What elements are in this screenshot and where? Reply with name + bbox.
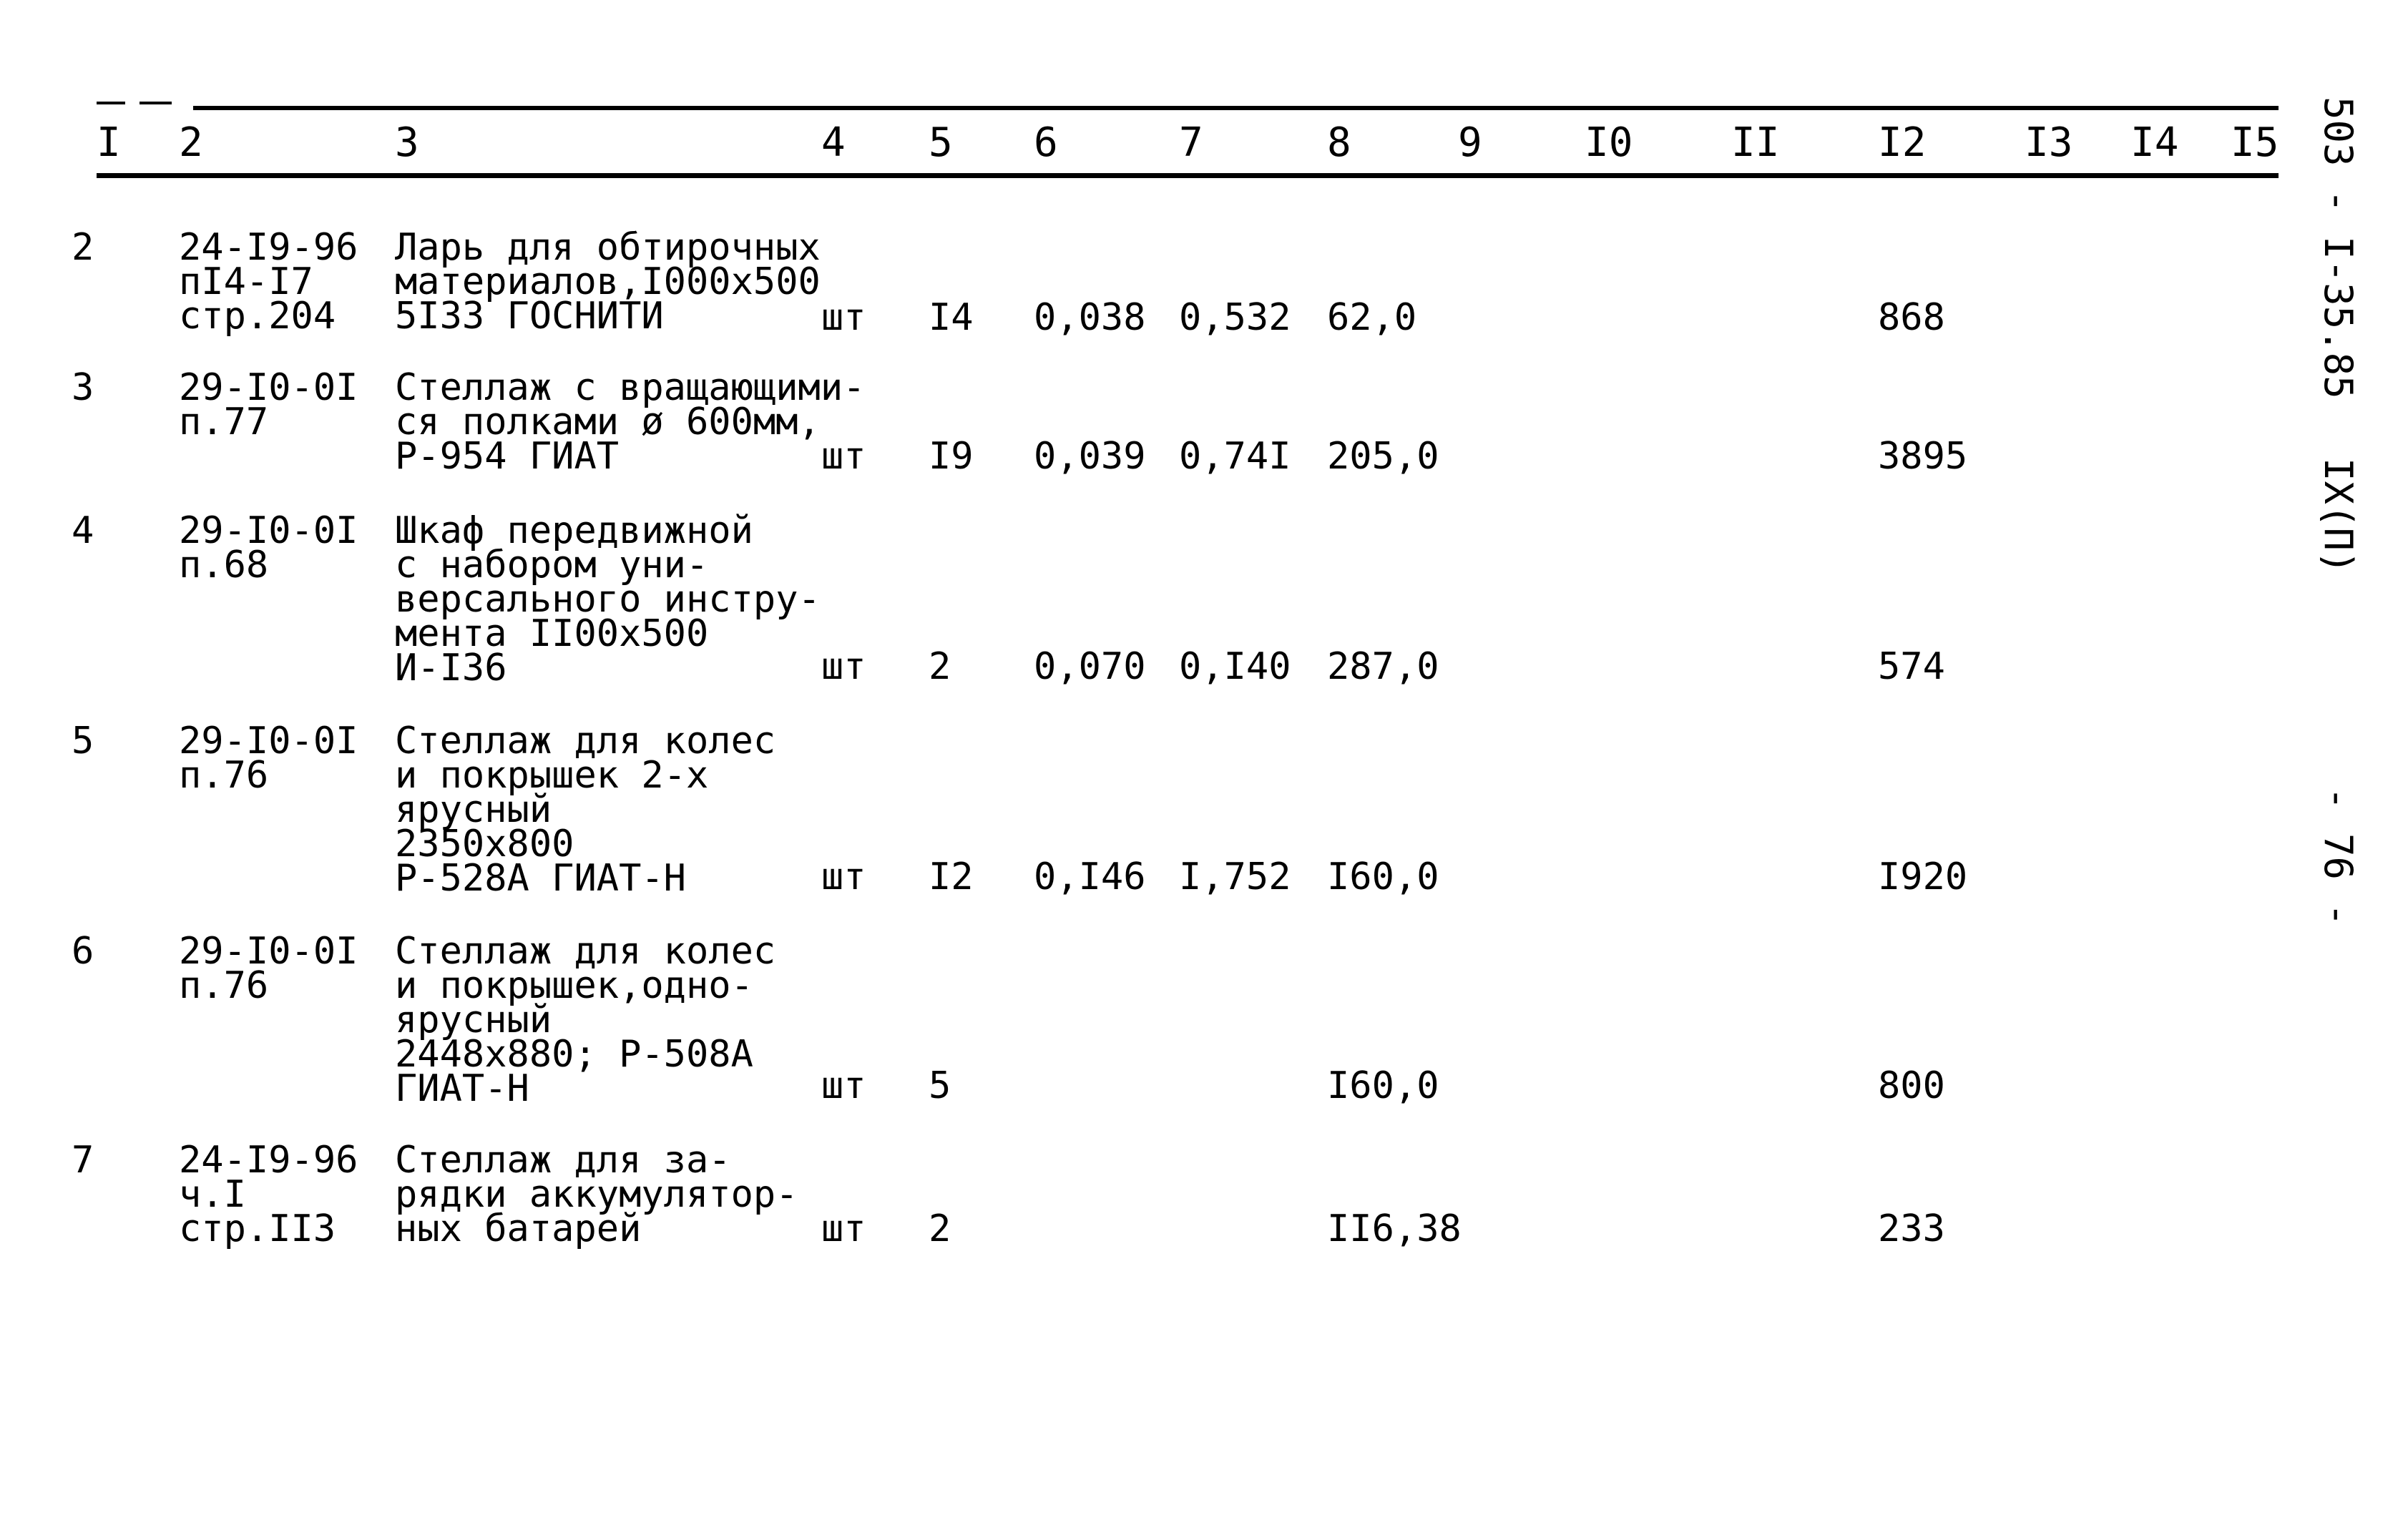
description-line: версального инстру- bbox=[395, 578, 821, 621]
header-top-rule bbox=[193, 106, 2279, 110]
col-header-9: 9 bbox=[1458, 119, 1482, 166]
reference-line: п.68 bbox=[179, 544, 269, 587]
header-bottom-rule bbox=[97, 173, 2279, 178]
unit: шт bbox=[821, 1064, 866, 1107]
description-line: Р-528А ГИАТ-Н bbox=[395, 857, 686, 900]
col-header-1: I bbox=[97, 119, 121, 166]
document-code: 503 - I-35.85 bbox=[2316, 97, 2361, 399]
quantity: 5 bbox=[929, 1064, 951, 1107]
description-line: Стеллаж для колес bbox=[395, 720, 776, 763]
col7-value: I,752 bbox=[1179, 855, 1291, 898]
reference-code bbox=[179, 1139, 358, 1250]
col12-value: 868 bbox=[1878, 296, 1945, 339]
col-header-2: 2 bbox=[179, 119, 203, 166]
col7-value: 0,74I bbox=[1179, 435, 1291, 478]
col6-value: 0,038 bbox=[1034, 296, 1146, 339]
description-line: мента II00х500 bbox=[395, 612, 709, 655]
description-line: ГИАТ-Н bbox=[395, 1067, 529, 1110]
col-header-4: 4 bbox=[821, 119, 846, 166]
col-header-8: 8 bbox=[1327, 119, 1351, 166]
header-dash-left bbox=[97, 102, 125, 104]
description-line: ных батарей bbox=[395, 1207, 642, 1250]
reference-line: п.76 bbox=[179, 754, 269, 797]
col6-value: 0,070 bbox=[1034, 645, 1146, 688]
col8-value: II6,38 bbox=[1327, 1207, 1462, 1250]
row-number: 6 bbox=[72, 930, 94, 973]
page-number: - 76 - bbox=[2316, 787, 2361, 927]
description-line: 2350х800 bbox=[395, 823, 574, 866]
col6-value: 0,039 bbox=[1034, 435, 1146, 478]
col12-value: 800 bbox=[1878, 1064, 1945, 1107]
unit: шт bbox=[821, 296, 866, 339]
col-header-7: 7 bbox=[1179, 119, 1203, 166]
row-number: 5 bbox=[72, 720, 94, 763]
document-part: IХ(П) bbox=[2316, 458, 2361, 574]
col8-value: 62,0 bbox=[1327, 296, 1417, 339]
quantity: I2 bbox=[929, 855, 974, 898]
reference-line: 29-I0-0I bbox=[179, 930, 358, 973]
reference-line: п.77 bbox=[179, 401, 269, 443]
description-line: с набором уни- bbox=[395, 544, 709, 587]
unit: шт bbox=[821, 855, 866, 898]
reference-line: 24-I9-96 bbox=[179, 1139, 358, 1182]
item-description bbox=[395, 720, 776, 900]
description-line: 5I33 ГОСНИТИ bbox=[395, 295, 664, 338]
reference-code bbox=[179, 366, 358, 443]
col8-value: I60,0 bbox=[1327, 1064, 1439, 1107]
col8-value: 205,0 bbox=[1327, 435, 1439, 478]
item-description bbox=[395, 509, 821, 690]
quantity: 2 bbox=[929, 1207, 951, 1250]
description-line: Шкаф передвижной bbox=[395, 509, 753, 552]
col7-value: 0,I40 bbox=[1179, 645, 1291, 688]
reference-line: стр.204 bbox=[179, 295, 336, 338]
reference-line: 29-I0-0I bbox=[179, 509, 358, 552]
description-line: рядки аккумулятор- bbox=[395, 1173, 798, 1216]
col12-value: I920 bbox=[1878, 855, 1968, 898]
col12-value: 233 bbox=[1878, 1207, 1945, 1250]
description-line: Р-954 ГИАТ bbox=[395, 435, 620, 478]
row-number: 2 bbox=[72, 226, 94, 269]
reference-line: ч.I bbox=[179, 1173, 246, 1216]
item-description bbox=[395, 1139, 798, 1250]
description-line: И-I36 bbox=[395, 647, 507, 690]
col8-value: I60,0 bbox=[1327, 855, 1439, 898]
col-header-13: I3 bbox=[2025, 119, 2073, 166]
col7-value: 0,532 bbox=[1179, 296, 1291, 339]
col-header-15: I5 bbox=[2231, 119, 2279, 166]
reference-line: стр.II3 bbox=[179, 1207, 336, 1250]
reference-line: 29-I0-0I bbox=[179, 720, 358, 763]
reference-code bbox=[179, 720, 358, 797]
col-header-10: I0 bbox=[1585, 119, 1633, 166]
description-line: и покрышек,одно- bbox=[395, 964, 753, 1007]
description-line: 2448х880; Р-508А bbox=[395, 1033, 753, 1076]
header-dash-2 bbox=[140, 102, 172, 104]
row-number: 3 bbox=[72, 366, 94, 409]
item-description bbox=[395, 366, 866, 478]
col-header-5: 5 bbox=[929, 119, 953, 166]
col-header-14: I4 bbox=[2130, 119, 2179, 166]
description-line: ярусный bbox=[395, 999, 552, 1041]
unit: шт bbox=[821, 645, 866, 688]
description-line: ся полками ø 600мм, bbox=[395, 401, 821, 443]
description-line: Стеллаж для колес bbox=[395, 930, 776, 973]
col-header-12: I2 bbox=[1878, 119, 1927, 166]
reference-code bbox=[179, 509, 358, 587]
quantity: I9 bbox=[929, 435, 974, 478]
reference-line: 24-I9-96 bbox=[179, 226, 358, 269]
quantity: 2 bbox=[929, 645, 951, 688]
col12-value: 3895 bbox=[1878, 435, 1968, 478]
reference-line: п.76 bbox=[179, 964, 269, 1007]
reference-line: 29-I0-0I bbox=[179, 366, 358, 409]
description-line: Стеллаж для за- bbox=[395, 1139, 731, 1182]
reference-code bbox=[179, 930, 358, 1007]
reference-code bbox=[179, 226, 358, 338]
reference-line: пI4-I7 bbox=[179, 260, 313, 303]
col6-value: 0,I46 bbox=[1034, 855, 1146, 898]
col8-value: 287,0 bbox=[1327, 645, 1439, 688]
col-header-11: II bbox=[1731, 119, 1780, 166]
description-line: Ларь для обтирочных bbox=[395, 226, 821, 269]
description-line: и покрышек 2-х bbox=[395, 754, 709, 797]
col-header-6: 6 bbox=[1034, 119, 1058, 166]
description-line: Стеллаж с вращающими- bbox=[395, 366, 866, 409]
description-line: материалов,I000х500 bbox=[395, 260, 821, 303]
description-line: ярусный bbox=[395, 788, 552, 831]
row-number: 4 bbox=[72, 509, 94, 552]
col-header-3: 3 bbox=[395, 119, 419, 166]
unit: шт bbox=[821, 1207, 866, 1250]
item-description bbox=[395, 930, 776, 1110]
col12-value: 574 bbox=[1878, 645, 1945, 688]
row-number: 7 bbox=[72, 1139, 94, 1182]
unit: шт bbox=[821, 435, 866, 478]
quantity: I4 bbox=[929, 296, 974, 339]
item-description bbox=[395, 226, 821, 338]
